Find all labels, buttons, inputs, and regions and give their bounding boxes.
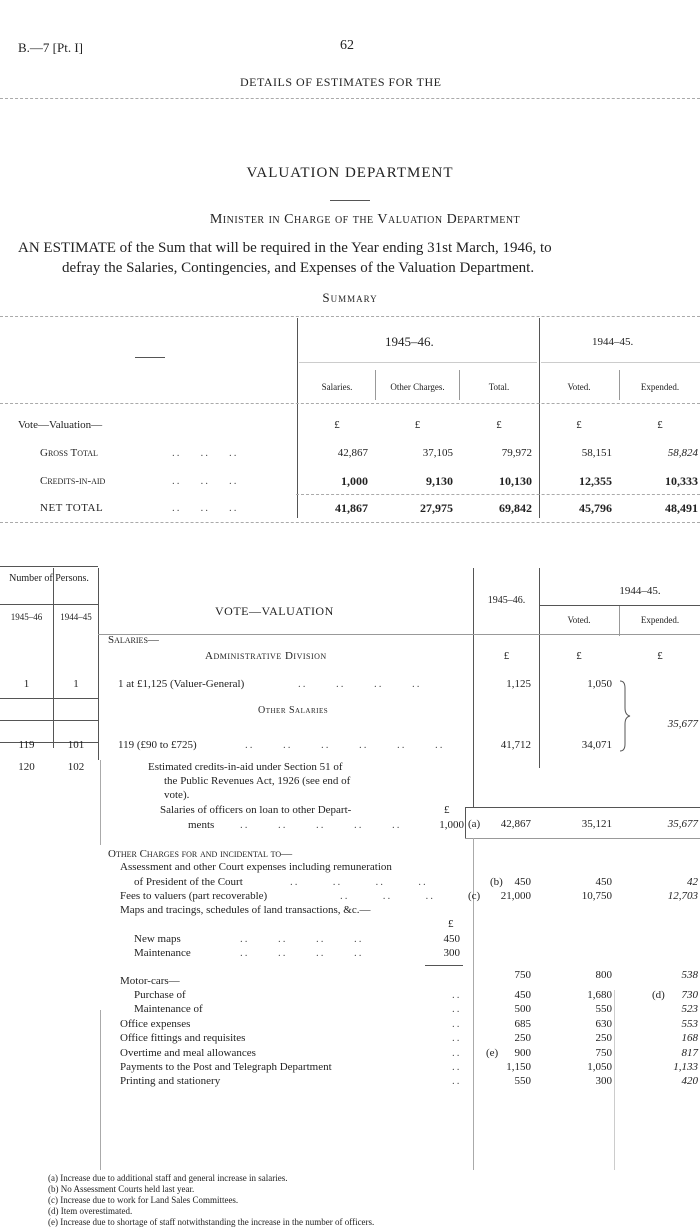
amount-expended: 1,133 (673, 1061, 698, 1073)
amount-voted: 34,071 (581, 739, 612, 751)
leader-dots: .. (452, 1032, 462, 1045)
persons-current: 119 (18, 739, 35, 751)
col-total: Total. (488, 382, 510, 392)
amount-voted: 800 (595, 969, 612, 981)
other-salaries-heading: Other Salaries (258, 705, 329, 716)
amount-expended: 523 (681, 1003, 698, 1016)
amount-current: 21,000 (500, 890, 531, 902)
header-rule (0, 98, 700, 100)
col-prior-year: 1944–45. (619, 585, 661, 597)
amount-current: 1,150 (506, 1061, 531, 1073)
amount-current: 42,867 (500, 818, 531, 830)
pound-sign: £ (448, 918, 454, 930)
leader-dots: .. .. .. .. (240, 933, 364, 945)
rule (0, 566, 98, 567)
summary-head-rule (0, 403, 700, 405)
amount-voted: 550 (595, 1003, 612, 1016)
footnote-ref: (e) (486, 1046, 499, 1059)
summary-expended: 10,333 (665, 474, 698, 488)
leader-dots: .. (452, 989, 462, 1001)
summary-sub-rule (299, 362, 537, 363)
leader-dots: .. .. .. (340, 890, 435, 902)
amount-current: 450 (514, 989, 531, 1001)
footnote-ref: (d) (652, 989, 665, 1001)
footnote: (d) Item overestimated. (48, 1206, 133, 1216)
pound-sign: £ (576, 650, 582, 662)
amount-voted: 630 (595, 1017, 612, 1030)
amount-voted: 35,121 (581, 818, 612, 830)
amount-current: 900 (514, 1046, 531, 1059)
rule (465, 807, 700, 808)
rule (0, 698, 98, 699)
summary-title: Summary (322, 290, 378, 305)
amount-current: 250 (514, 1032, 531, 1045)
salary-line-label: 119 (£90 to £725) (118, 739, 197, 751)
summary-dash (135, 357, 165, 358)
leader-dots: .. .. .. .. .. .. (245, 739, 445, 751)
summary-bottom-rule (0, 522, 700, 524)
leader-dots: .. (452, 1003, 462, 1016)
leader-dots: .. .. .. .. (290, 876, 428, 888)
amount-current: 41,712 (500, 739, 531, 751)
amount-expended: 420 (681, 1075, 698, 1088)
summary-voted: 45,796 (579, 501, 612, 515)
sub-amount: 450 (443, 933, 460, 945)
amount-current: 685 (514, 1017, 531, 1030)
credits-note: Estimated credits-in-aid under Section 51 of (148, 761, 343, 773)
estimate-intro-line-1: AN ESTIMATE of the Sum that will be required in the Year ending 31st March, 1946, to (18, 240, 552, 256)
persons-year-a: 1945–46 (10, 612, 43, 622)
rule (540, 605, 700, 606)
summary-row-label: NET TOTAL (40, 502, 104, 514)
amount-current: 750 (514, 969, 531, 981)
summary-salaries: 41,867 (335, 501, 368, 515)
footnote: (c) Increase due to work for Land Sales Committees. (48, 1195, 239, 1205)
summary-row-label: Credits-in-aid (40, 475, 106, 487)
amount-expended: 42 (687, 876, 698, 888)
pound-sign: £ (496, 419, 502, 431)
amount-voted: 750 (595, 1046, 612, 1059)
summary-year-prior: 1944–45. (592, 336, 634, 348)
bracket-expended: 35,677 (667, 718, 698, 730)
summary-sum-rule (296, 494, 700, 496)
vote-label: Vote—Valuation— (18, 419, 103, 431)
item-label: Office fittings and requisites (120, 1032, 246, 1045)
minister-line: Minister in Charge of the Valuation Department (209, 212, 521, 227)
amount-expended: 12,703 (667, 890, 698, 902)
leader-dots: .. .. .. (172, 447, 239, 459)
footnote-ref: (c) (468, 890, 481, 902)
admin-division: Administrative Division (205, 650, 327, 662)
credits-note: vote). (164, 789, 190, 801)
footnote-ref: (b) (490, 876, 503, 888)
summary-other: 9,130 (426, 474, 453, 488)
summary-salaries: 42,867 (337, 447, 368, 459)
item-label: Overtime and meal allowances (120, 1046, 256, 1059)
page-reference: B.—7 [Pt. I] (18, 40, 83, 55)
pound-sign: £ (444, 804, 450, 816)
amount-current: 550 (514, 1075, 531, 1088)
item-label: Purchase of (134, 989, 186, 1001)
col-expended: Expended. (640, 615, 680, 625)
amount-voted: 1,050 (587, 678, 612, 690)
amount-voted: 1,680 (587, 989, 612, 1001)
loan-amount: 1,000 (439, 819, 464, 831)
rule (465, 808, 466, 838)
item-label: Printing and stationery (120, 1075, 221, 1088)
amount-expended: 35,677 (667, 818, 698, 830)
loan-line: Salaries of officers on loan to other Depart- (160, 804, 352, 816)
rule (539, 568, 540, 768)
leader-dots: .. (452, 1046, 462, 1059)
footnote: (b) No Assessment Courts held last year. (48, 1184, 195, 1194)
amount-voted: 250 (595, 1032, 612, 1045)
item-label: Assessment and other Court expenses including remuneration (120, 861, 392, 873)
summary-salaries: 1,000 (341, 474, 368, 488)
page-number: 62 (340, 38, 354, 53)
title-rule (330, 200, 370, 201)
amount-current: 450 (514, 876, 531, 888)
summary-voted: 12,355 (579, 474, 612, 488)
persons-year-b: 1944–45 (60, 612, 92, 622)
amount-voted: 10,750 (581, 890, 612, 902)
summary-total: 69,842 (499, 501, 532, 515)
summary-other: 37,105 (422, 447, 453, 459)
footnote: (a) Increase due to additional staff and general increase in salaries. (48, 1173, 288, 1183)
col-current-year: 1945–46. (487, 595, 526, 606)
summary-voted: 58,151 (581, 447, 612, 459)
item-label: Maintenance of (134, 1003, 203, 1016)
summary-expended: 48,491 (665, 501, 698, 515)
rule (98, 634, 700, 635)
item-label: Payments to the Post and Telegraph Department (120, 1061, 332, 1073)
sub-amount: 300 (443, 947, 460, 959)
pound-sign: £ (657, 419, 663, 431)
persons-prior: 101 (67, 739, 85, 751)
amount-voted: 300 (595, 1075, 612, 1088)
leader-dots: .. .. .. .. (240, 947, 364, 959)
col-expended: Expended. (640, 382, 680, 392)
leader-dots: .. .. .. (172, 502, 239, 514)
col-salaries: Salaries. (321, 382, 353, 392)
persons-prior: 1 (73, 678, 79, 690)
item-label: Fees to valuers (part recoverable) (120, 890, 268, 902)
footnote: (e) Increase due to shortage of staff notwithstanding the increase in the number of officers. (48, 1217, 375, 1227)
summary-year-current: 1945–46. (385, 334, 434, 349)
leader-dots: .. (452, 1061, 462, 1073)
summary-expended: 58,824 (667, 447, 698, 459)
sub-rule (425, 965, 463, 966)
amount-expended: 817 (681, 1046, 698, 1059)
salary-line-label: 1 at £1,125 (Valuer-General) (118, 678, 245, 690)
rule (53, 568, 54, 748)
vote-title: VOTE—VALUATION (215, 604, 334, 618)
persons-current: 1 (23, 678, 30, 690)
credits-note: the Public Revenues Act, 1926 (see end of (164, 775, 351, 787)
rule (100, 760, 101, 845)
pound-sign: £ (657, 650, 663, 662)
amount-current: 500 (514, 1003, 531, 1016)
persons-total-prior: 102 (67, 761, 85, 773)
leader-dots: .. .. .. .. (298, 678, 422, 690)
amount-expended: 168 (681, 1032, 698, 1045)
rule (98, 568, 99, 760)
leader-dots: .. .. .. .. .. (240, 819, 402, 831)
item-label: of President of the Court (134, 876, 243, 888)
footnote-ref: (a) (468, 818, 481, 830)
col-voted: Voted. (567, 382, 591, 392)
persons-header: Number of Persons. (9, 573, 89, 584)
pound-sign: £ (334, 419, 340, 431)
leader-dots: .. (452, 1075, 462, 1088)
department-title: VALUATION DEPARTMENT (246, 165, 454, 181)
amount-expended: 538 (681, 969, 698, 981)
amount-voted: 450 (595, 876, 612, 888)
summary-sub-rule (541, 362, 700, 363)
running-title: DETAILS OF ESTIMATES FOR THE (240, 75, 442, 89)
col-voted: Voted. (567, 615, 591, 625)
summary-divider (297, 318, 298, 518)
amount-voted: 1,050 (587, 1061, 612, 1073)
salaries-heading: Salaries— (108, 634, 159, 646)
amount-expended: 730 (681, 989, 698, 1001)
motor-heading: Motor-cars— (120, 975, 180, 987)
persons-total-current: 120 (18, 761, 35, 773)
rule (465, 838, 700, 839)
loan-line: ments (188, 819, 215, 831)
brace-icon (618, 680, 632, 752)
pound-sign: £ (414, 419, 421, 431)
item-label: Office expenses (120, 1017, 191, 1030)
amount-expended: 553 (681, 1017, 698, 1030)
leader-dots: .. (452, 1017, 462, 1030)
pound-sign: £ (503, 650, 510, 662)
col-other-charges: Other Charges. (390, 382, 445, 392)
item-label: New maps (134, 933, 181, 945)
summary-total: 10,130 (499, 474, 532, 488)
leader-dots: .. .. .. (172, 475, 239, 487)
other-charges-heading: Other Charges for and incidental to— (108, 848, 293, 860)
item-label: Maps and tracings, schedules of land transactions, &c.— (120, 904, 371, 916)
rule (0, 720, 98, 721)
rule (100, 1010, 101, 1170)
summary-other: 27,975 (420, 501, 453, 515)
pound-sign: £ (576, 419, 582, 431)
summary-top-rule (0, 316, 700, 318)
summary-row-label: Gross Total (40, 447, 98, 459)
estimate-intro-line-2: defray the Salaries, Contingencies, and Expenses of the Valuation Department. (62, 260, 535, 276)
rule (614, 990, 615, 1170)
rule (0, 604, 98, 605)
summary-total: 79,972 (501, 447, 532, 459)
item-label: Maintenance (134, 947, 191, 959)
amount-current: 1,125 (506, 678, 531, 690)
